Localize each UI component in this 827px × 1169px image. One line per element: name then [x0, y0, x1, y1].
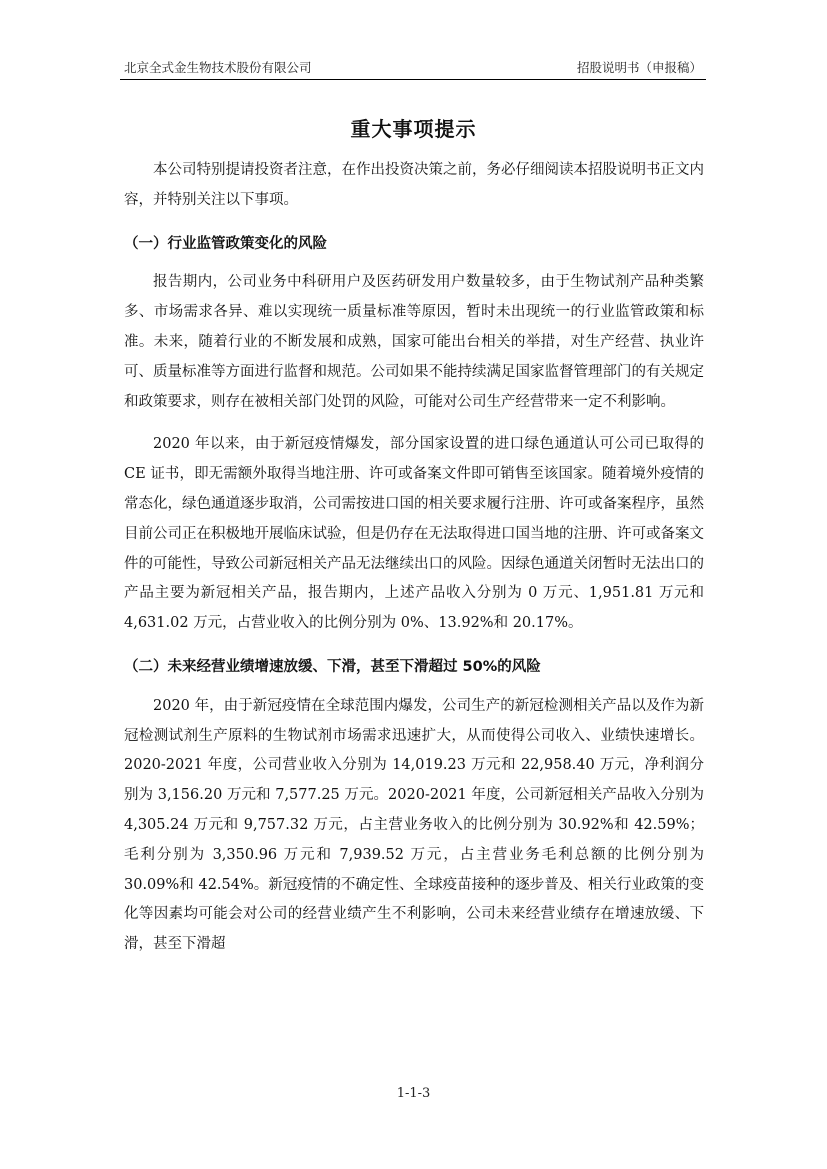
section-2-paragraph-1: 2020 年，由于新冠疫情在全球范围内爆发，公司生产的新冠检测相关产品以及作为新冠检测试剂生产原料的生物试剂市场需求迅速扩大，从而使得公司收入、业绩快速增长。2020-2021 年度，公司营业收入分别为 14,019.23 万元和 22,958.40 万元，净利润分别为 3,156.20 万元和 7,577.25 万元。2020-2021 年度，公司新冠相关产品收入分别为 4,305.24 万元和 9,757.32 万元，占主营业务收入的比例分别为 30.92%和 42.59%；毛利分别为 3,350.96 万元和 7,939.52 万元，占主营业务毛利总额的比例分别为 30.09%和 42.54%。新冠疫情的不确定性、全球疫苗接种的逐步普及、相关行业政策的变化等因素均可能会对公司的经营业绩产生不利影响，公司未来经营业绩存在增速放缓、下滑，甚至下滑超	[124, 697, 704, 953]
section-heading-2: （二）未来经营业绩增速放缓、下滑，甚至下滑超过 50%的风险	[124, 658, 541, 675]
section-1-paragraph-2: 2020 年以来，由于新冠疫情爆发，部分国家设置的进口绿色通道认可公司已取得的 CE 证书，即无需额外取得当地注册、许可或备案文件即可销售至该国家。随着境外疫情的常态化，绿色通道逐步取消，公司需按进口国的相关要求履行注册、许可或备案程序，虽然目前公司正在积极地开展临床试验，但是仍存在无法取得进口国当地的注册、许可或备案文件的可能性，导致公司新冠相关产品无法继续出口的风险。因绿色通道关闭暂时无法出口的产品主要为新冠相关产品，报告期内，上述产品收入分别为 0 万元、1,951.81 万元和 4,631.02 万元，占营业收入的比例分别为 0%、13.92%和 20.17%。	[124, 436, 704, 632]
page-title: 重大事项提示	[350, 117, 477, 141]
section-heading-1: （一）行业监管政策变化的风险	[124, 235, 327, 252]
header-divider	[120, 79, 706, 80]
header-document-type: 招股说明书（申报稿）	[576, 60, 702, 75]
page-header	[124, 58, 702, 76]
section-1-paragraph-1: 报告期内，公司业务中科研用户及医药研发用户数量较多，由于生物试剂产品种类繁多、市场需求各异、难以实现统一质量标准等原因，暂时未出现统一的行业监管政策和标准。未来，随着行业的不断发展和成熟，国家可能出台相关的举措，对生产经营、执业许可、质量标准等方面进行监督和规范。公司如果不能持续满足国家监督管理部门的有关规定和政策要求，则存在被相关部门处罚的风险，可能对公司生产经营带来一定不利影响。	[124, 274, 704, 410]
page-number: 1-1-3	[396, 1086, 431, 1101]
intro-paragraph: 本公司特别提请投资者注意，在作出投资决策之前，务必仔细阅读本招股说明书正文内容，并特别关注以下事项。	[124, 162, 704, 208]
header-company-name: 北京全式金生物技术股份有限公司	[124, 60, 312, 75]
document-body	[124, 156, 704, 960]
